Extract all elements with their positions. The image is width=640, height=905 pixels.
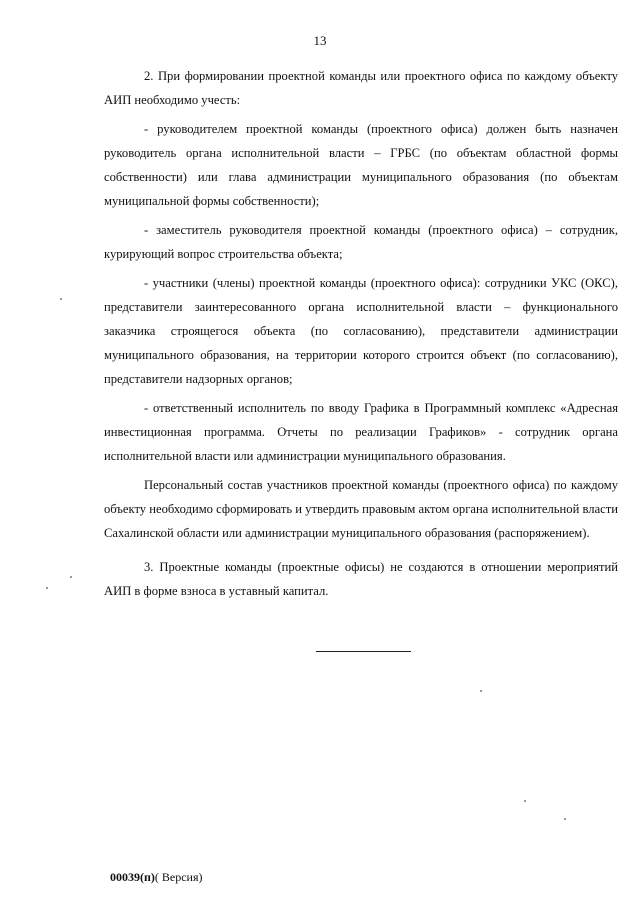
scan-speck (70, 576, 72, 578)
scan-speck (46, 587, 48, 589)
paragraph-3-exclusion: 3. Проектные команды (проектные офисы) не создаются в отношении мероприятий АИП в форме взноса в уставный капитал. (104, 560, 618, 598)
document-body (104, 64, 618, 608)
page-number: 13 (313, 33, 327, 48)
paragraph-team-members: - участники (члены) проектной команды (проектного офиса): сотрудники УКС (ОКС), представители заинтересованного органа исполнительной власти – функционального заказчика строящегося объекта (по согласованию), представители администрации муниципального образования, на территории которого строится объект (по согласованию), представители надзорных органов; (104, 276, 618, 386)
document-code-number: 00039(п) (110, 870, 155, 884)
scan-speck (60, 298, 62, 300)
paragraph-2-intro: 2. При формировании проектной команды или проектного офиса по каждому объекту АИП необходимо учесть: (104, 69, 618, 107)
paragraph-personnel-composition: Персональный состав участников проектной команды (проектного офиса) по каждому объекту необходимо сформировать и утвердить правовым актом органа исполнительной власти Сахалинской области или администрации муниципального образования (распоряжением). (104, 478, 618, 540)
paragraph-project-leader: - руководителем проектной команды (проектного офиса) должен быть назначен руководитель органа исполнительной власти – ГРБС (по объектам областной формы собственности) или глава администрации муниципального образования (по объектам муниципальной формы собственности); (104, 122, 618, 208)
scan-speck (524, 800, 526, 802)
paragraph-responsible-executor: - ответственный исполнитель по вводу Графика в Программный комплекс «Адресная инвестиционная программа. Отчеты по реализации Графиков» - сотрудник органа исполнительной власти или администрации муниципального образования. (104, 401, 618, 463)
scan-speck (480, 690, 482, 692)
document-version-label: ( Версия) (154, 870, 203, 884)
end-divider-line (316, 651, 411, 652)
document-code (110, 870, 203, 885)
scan-speck (564, 818, 566, 820)
paragraph-deputy-leader: - заместитель руководителя проектной команды (проектного офиса) – сотрудник, курирующий вопрос строительства объекта; (104, 223, 618, 261)
